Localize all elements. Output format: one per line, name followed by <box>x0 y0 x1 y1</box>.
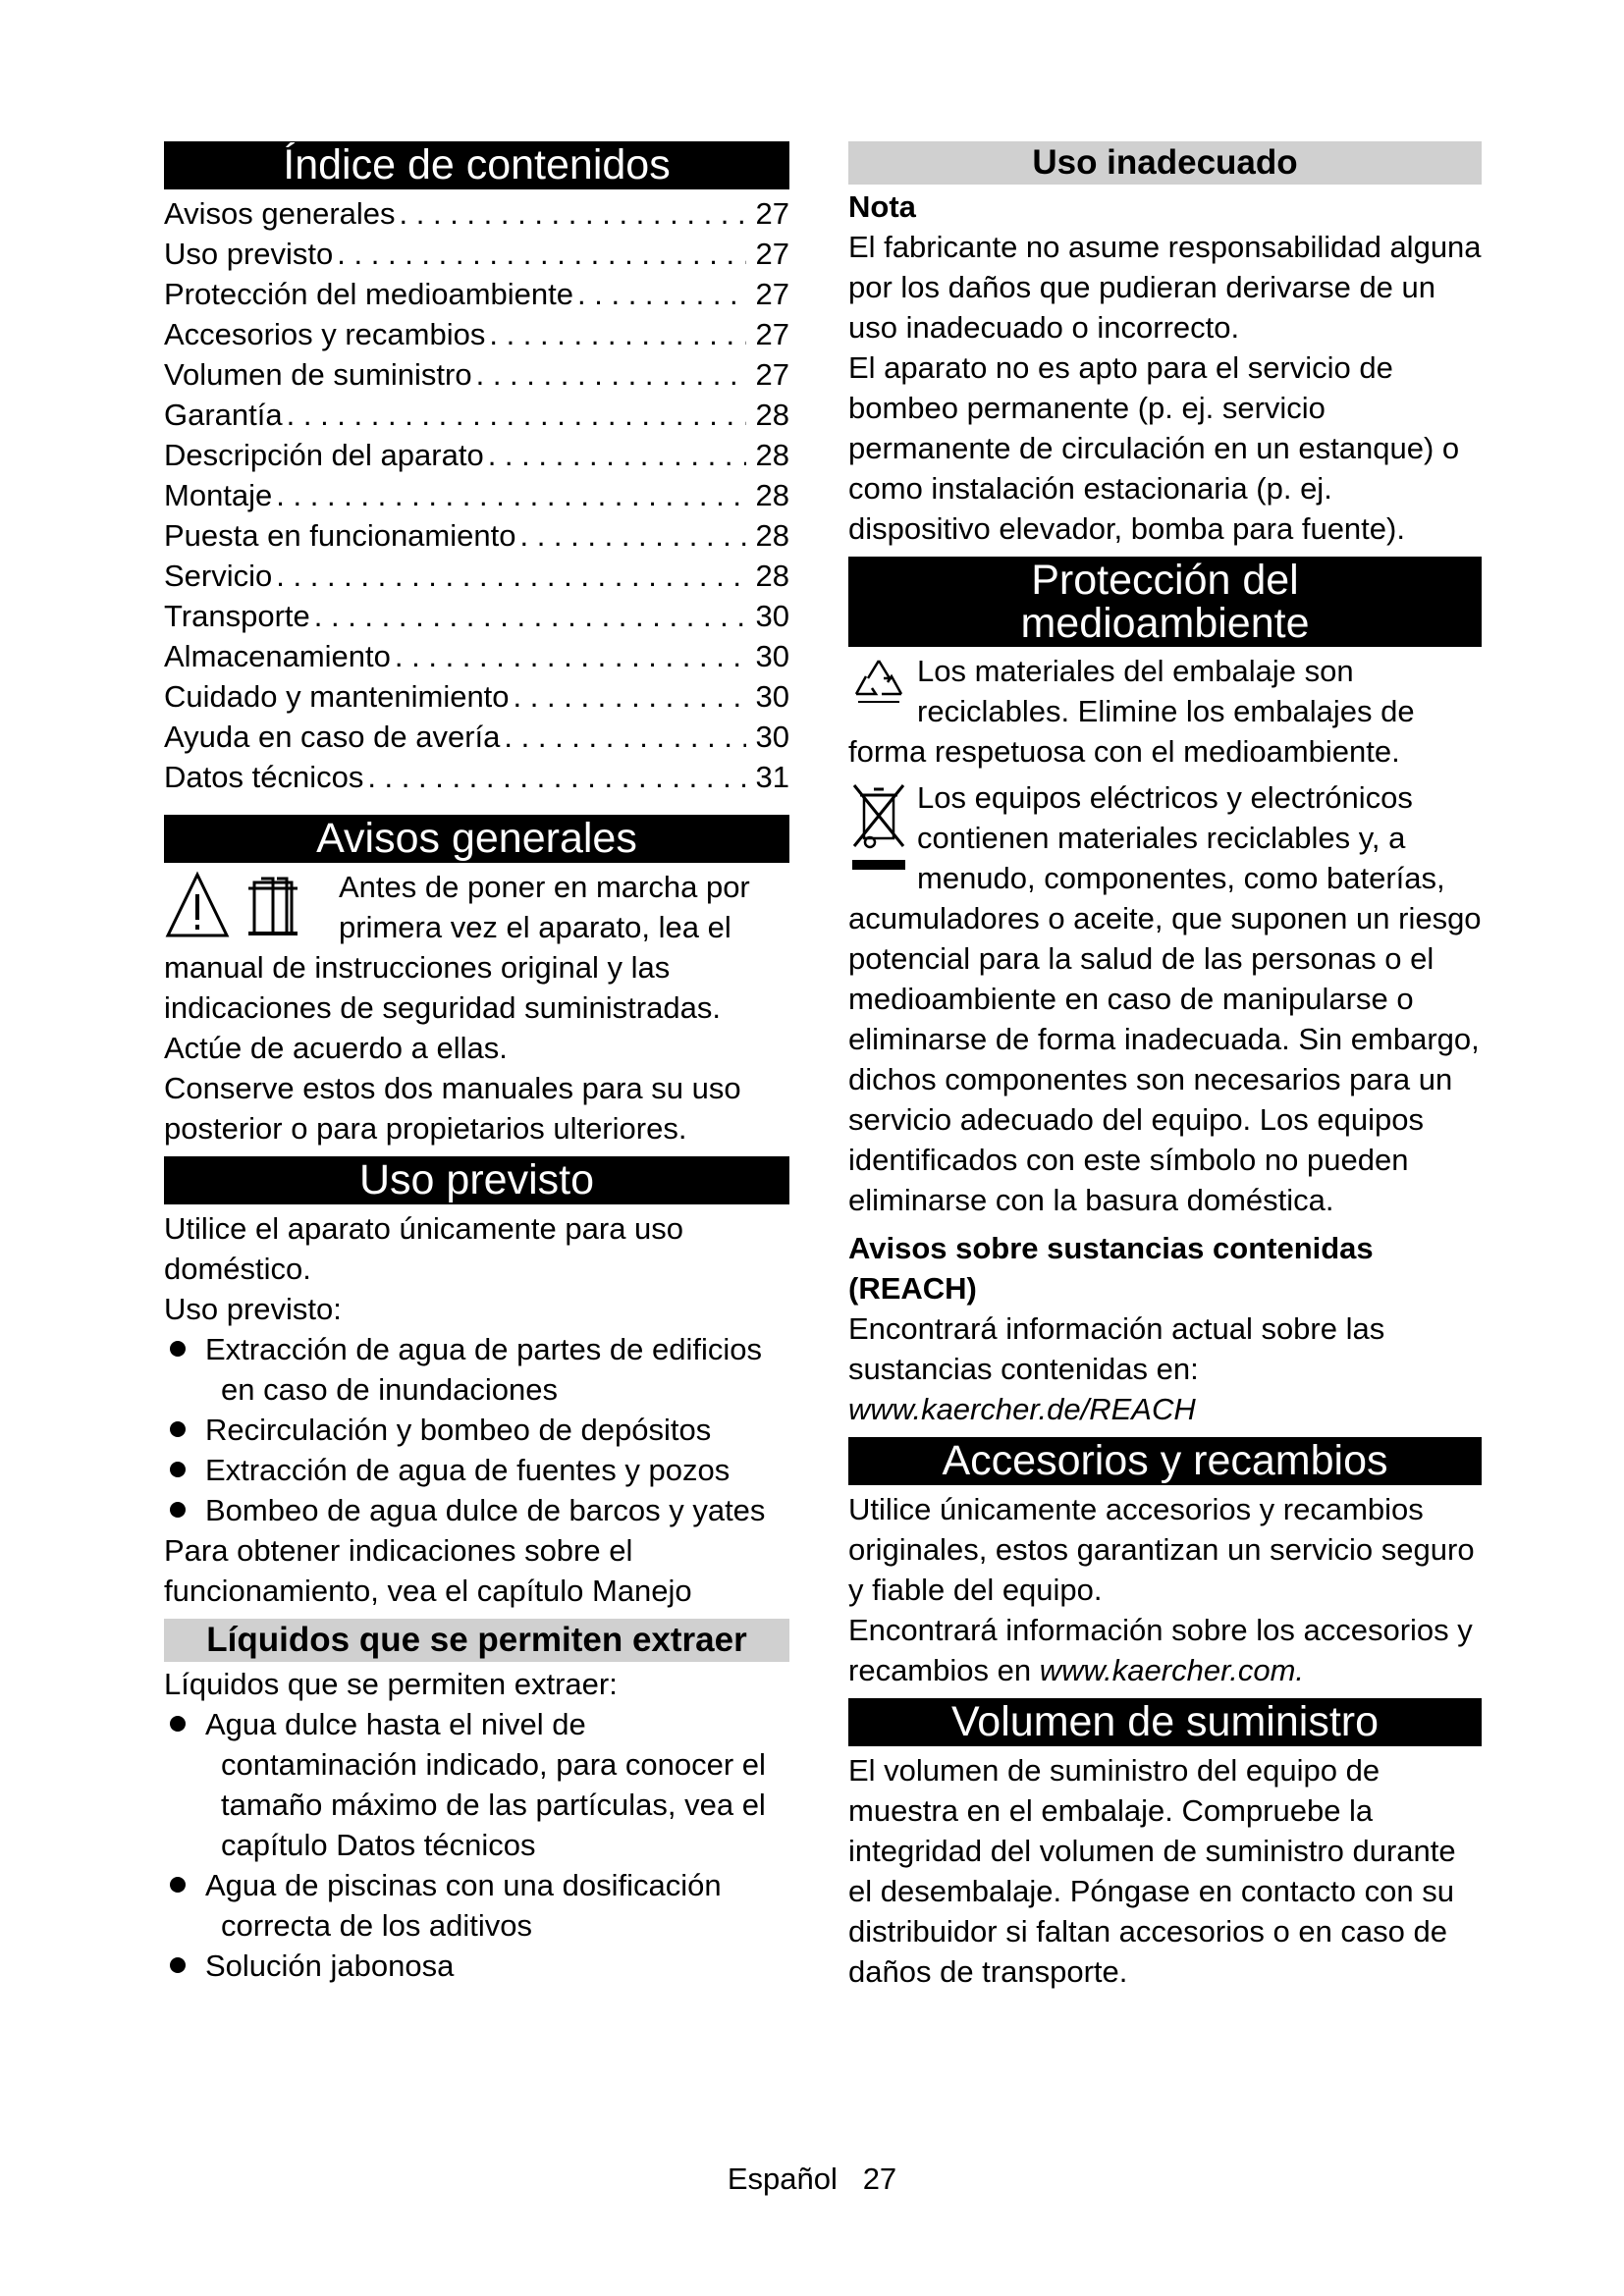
recycle-icon <box>848 655 909 719</box>
list-item: Extracción de agua de partes de edificios en caso de inundaciones <box>164 1329 789 1410</box>
toc-entry[interactable] <box>164 515 789 556</box>
toc-entry-label: Almacenamiento <box>164 639 391 673</box>
list-item: Solución jabonosa <box>164 1946 789 1986</box>
proteccion-heading-line2: medioambiente <box>1020 600 1310 647</box>
list-item: Extracción de agua de fuentes y pozos <box>164 1450 789 1490</box>
toc-entry[interactable] <box>164 757 789 797</box>
uso-previsto-list <box>164 1329 789 1530</box>
toc-entry[interactable] <box>164 475 789 515</box>
uso-previsto-intro: Utilice el aparato únicamente para uso doméstico. <box>164 1211 684 1286</box>
toc-entry-label: Garantía <box>164 398 283 432</box>
list-item: Agua de piscinas con una dosificación correcta de los aditivos <box>164 1865 789 1946</box>
volumen-heading: Volumen de suministro <box>848 1698 1482 1746</box>
accesorios-text-1: Utilice únicamente accesorios y recambios originales, estos garantizan un servicio seguro y fiable del equipo. <box>848 1492 1475 1607</box>
toc-entry-page: 27 <box>755 196 789 231</box>
toc-entry[interactable] <box>164 676 789 717</box>
toc-entry-page: 28 <box>755 559 789 593</box>
toc-entry-label: Accesorios y recambios <box>164 317 486 351</box>
list-item: Agua dulce hasta el nivel de contaminación indicado, para conocer el tamaño máximo de las partículas, vea el capítulo Datos técnicos <box>164 1704 789 1865</box>
liquidos-list <box>164 1704 789 1986</box>
crossed-bin-icon <box>848 781 909 881</box>
toc-entry-label: Servicio <box>164 559 273 593</box>
bullet-icon <box>170 1716 186 1732</box>
toc-entry-label: Protección del medioambiente <box>164 277 574 311</box>
proteccion-recycle-block <box>848 651 1482 772</box>
toc-entry[interactable] <box>164 395 789 435</box>
proteccion-text-1: Los materiales del embalaje son reciclables. Elimine los embalajes de forma respetuosa con el medioambiente. <box>848 654 1415 769</box>
toc-entry[interactable] <box>164 193 789 234</box>
toc-entry[interactable] <box>164 556 789 596</box>
footer-language: Español <box>727 2162 838 2196</box>
reach-text: Encontrará información actual sobre las sustancias contenidas en: www.kaercher.de/REACH <box>848 1311 1385 1426</box>
toc-entry-label: Transporte <box>164 599 310 633</box>
toc-entry-page: 27 <box>755 317 789 351</box>
toc-entry-page: 30 <box>755 639 789 673</box>
reach-link[interactable]: www.kaercher.de/REACH <box>848 1392 1196 1426</box>
page-number: 27 <box>862 2162 897 2196</box>
nota-label: Nota <box>848 189 916 224</box>
toc-entry-label: Cuidado y mantenimiento <box>164 679 510 714</box>
toc-entry-label: Puesta en funcionamiento <box>164 518 516 553</box>
warning-manual-icons <box>164 871 331 944</box>
manual-book-icon <box>248 879 298 934</box>
accesorios-link[interactable]: www.kaercher.com. <box>1039 1653 1305 1687</box>
toc-entry[interactable] <box>164 435 789 475</box>
bullet-icon <box>170 1462 186 1477</box>
reach-heading: Avisos sobre sustancias contenidas (REACH) <box>848 1231 1374 1306</box>
toc-entry-label: Ayuda en caso de avería <box>164 720 501 754</box>
avisos-text-1: Antes de poner en marcha por primera vez el aparato, lea el manual de instrucciones original y las indicaciones de seguridad suministradas. Actúe de acuerdo a ellas. <box>164 870 750 1065</box>
uso-previsto-outro: Para obtener indicaciones sobre el funcionamiento, vea el capítulo Manejo <box>164 1533 692 1608</box>
toc-entry-page: 28 <box>755 398 789 432</box>
uso-previsto-label: Uso previsto: <box>164 1292 342 1326</box>
bullet-icon <box>170 1341 186 1357</box>
bullet-icon <box>170 1877 186 1893</box>
toc-entry[interactable] <box>164 274 789 314</box>
right-column <box>848 141 1482 1992</box>
toc-entry-label: Datos técnicos <box>164 760 364 794</box>
toc-entry-page: 30 <box>755 679 789 714</box>
toc-entry-label: Montaje <box>164 478 273 512</box>
toc-entry-page: 30 <box>755 720 789 754</box>
toc-entry[interactable] <box>164 717 789 757</box>
toc-entry-page: 31 <box>755 760 789 794</box>
toc-list <box>164 193 789 797</box>
proteccion-heading <box>848 557 1482 647</box>
toc-heading: Índice de contenidos <box>164 141 789 189</box>
toc-entry-page: 27 <box>755 277 789 311</box>
toc-entry-page: 28 <box>755 478 789 512</box>
toc-entry-page: 27 <box>755 237 789 271</box>
uso-inadecuado-heading: Uso inadecuado <box>848 141 1482 185</box>
proteccion-text-2: Los equipos eléctricos y electrónicos contienen materiales reciclables y, a menudo, componentes, como baterías, acumuladores o aceite, que suponen un riesgo potencial para la salud de las personas o el medioambiente en caso de manipularse o eliminarse de forma inadecuada. Sin embargo, dichos componentes son necesarios para un servicio adecuado del equipo. Los equipos identificados con este símbolo no pueden eliminarse con la basura doméstica. <box>848 780 1482 1217</box>
toc-entry[interactable] <box>164 596 789 636</box>
volumen-text: El volumen de suministro del equipo de muestra en el embalaje. Compruebe la integridad del volumen de suministro durante el desembalaje. Póngase en contacto con su distribuidor si faltan accesorios o en caso de daños de transporte. <box>848 1753 1456 1989</box>
toc-entry[interactable] <box>164 314 789 354</box>
avisos-heading: Avisos generales <box>164 815 789 863</box>
avisos-section <box>164 867 789 1148</box>
uso-inadecuado-text-1: El fabricante no asume responsabilidad alguna por los daños que pudieran derivarse de un uso inadecuado o incorrecto. <box>848 230 1482 345</box>
accesorios-heading: Accesorios y recambios <box>848 1437 1482 1485</box>
liquidos-label: Líquidos que se permiten extraer: <box>164 1667 618 1701</box>
proteccion-weee-block <box>848 777 1482 1220</box>
accesorios-text-2: Encontrará información sobre los accesorios y recambios en www.kaercher.com. <box>848 1613 1473 1687</box>
left-column <box>164 141 789 1986</box>
liquidos-heading: Líquidos que se permiten extraer <box>164 1619 789 1662</box>
list-item: Recirculación y bombeo de depósitos <box>164 1410 789 1450</box>
toc-entry-label: Volumen de suministro <box>164 357 472 392</box>
uso-previsto-heading: Uso previsto <box>164 1156 789 1204</box>
proteccion-heading-line1: Protección del <box>1031 557 1299 604</box>
toc-entry-label: Descripción del aparato <box>164 438 484 472</box>
warning-triangle-icon <box>164 871 331 939</box>
avisos-text-2: Conserve estos dos manuales para su uso posterior o para propietarios ulteriores. <box>164 1071 741 1146</box>
toc-entry-page: 28 <box>755 438 789 472</box>
toc-entry-page: 27 <box>755 357 789 392</box>
page-footer <box>0 2162 1624 2197</box>
toc-entry[interactable] <box>164 354 789 395</box>
toc-entry-page: 28 <box>755 518 789 553</box>
list-item: Bombeo de agua dulce de barcos y yates <box>164 1490 789 1530</box>
uso-inadecuado-text-2: El aparato no es apto para el servicio de bombeo permanente (p. ej. servicio permanente de circulación en un estanque) o como instalación estacionaria (p. ej. dispositivo elevador, bomba para fuente). <box>848 350 1460 546</box>
toc-entry-page: 30 <box>755 599 789 633</box>
bullet-icon <box>170 1421 186 1437</box>
toc-entry[interactable] <box>164 636 789 676</box>
bullet-icon <box>170 1957 186 1973</box>
toc-entry[interactable] <box>164 234 789 274</box>
bullet-icon <box>170 1502 186 1518</box>
toc-entry-label: Uso previsto <box>164 237 334 271</box>
toc-entry-label: Avisos generales <box>164 196 396 231</box>
